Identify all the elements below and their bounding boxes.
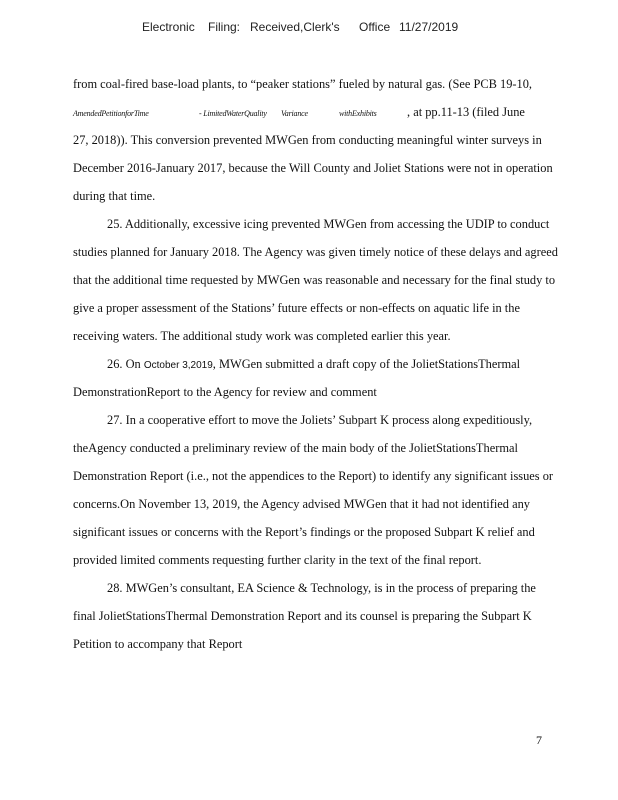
header-word-received-clerks: Received,Clerk's xyxy=(250,20,340,34)
document-body xyxy=(73,70,608,658)
text-line: DemonstrationReport to the Agency for review and comment xyxy=(73,385,377,399)
citation-title-part: AmendedPetitionforTime xyxy=(73,109,149,118)
header-word-electronic: Electronic xyxy=(142,20,195,34)
text-line: from coal-fired base-load plants, to “peaker stations” fueled by natural gas. (See PCB 19-10, xyxy=(73,77,533,91)
text-line: during that time. xyxy=(73,189,156,203)
text-fragment: 10, xyxy=(516,77,533,91)
citation-title-part: Variance xyxy=(281,109,308,118)
paragraph-25-start: 25. Additionally, excessive icing prevented MWGen from accessing the UDIP to conduct xyxy=(107,217,550,231)
citation-line xyxy=(73,98,608,126)
citation-title-part: - LimitedWaterQuality xyxy=(199,109,267,118)
text-line: significant issues or concerns with the Report’s findings or the proposed Subpart K relief and xyxy=(73,525,535,539)
header-word-filing: Filing: xyxy=(208,20,241,34)
paragraph-28-start: 28. MWGen’s consultant, EA Science & Technology, is in the process of preparing the xyxy=(107,581,536,595)
paragraph-26-start: 26. On October 3,2019, MWGen submitted a draft copy of the JolietStationsThermal xyxy=(107,357,521,371)
text-line: that the additional time requested by MWGen was reasonable and necessary for the final study to xyxy=(73,273,556,287)
text-line: provided limited comments requesting further clarity in the text of the final report. xyxy=(73,553,482,567)
date-field: October 3,2019 xyxy=(143,360,213,371)
text-line: studies planned for January 2018. The Agency was given timely notice of these delays and agreed xyxy=(73,245,558,259)
text-line: December 2016-January 2017, because the Will County and Joliet Stations were not in operation xyxy=(73,161,553,175)
header-word-office: Office xyxy=(359,20,391,34)
paragraph-27-start: 27. In a cooperative effort to move the Joliets’ Subpart K process along expeditiously, xyxy=(107,413,533,427)
text-line: give a proper assessment of the Stations’ future effects or non-effects on aquatic life in the xyxy=(73,301,520,315)
text-fragment: , at pp.11-13 (filed June xyxy=(407,105,525,119)
text-line: final JolietStationsThermal Demonstration Report and its counsel is preparing the Subpart K xyxy=(73,609,532,623)
citation-title-part: withExhibits xyxy=(339,109,377,118)
text-line: 27, 2018)). This conversion prevented MWGen from conducting meaningful winter surveys in xyxy=(73,133,542,147)
text-line: Demonstration Report (i.e., not the appendices to the Report) to identify any significant issues or xyxy=(73,469,554,483)
text-line: theAgency conducted a preliminary review of the main body of the JolietStationsThermal xyxy=(73,441,518,455)
text-line: Petition to accompany that Report xyxy=(73,637,243,651)
page-number: 7 xyxy=(536,733,542,747)
text-line: receiving waters. The additional study work was completed earlier this year. xyxy=(73,329,451,343)
text-line: concerns.On November 13, 2019, the Agency advised MWGen that it had not identified any xyxy=(73,497,530,511)
header-date: 11/27/2019 xyxy=(399,20,459,34)
